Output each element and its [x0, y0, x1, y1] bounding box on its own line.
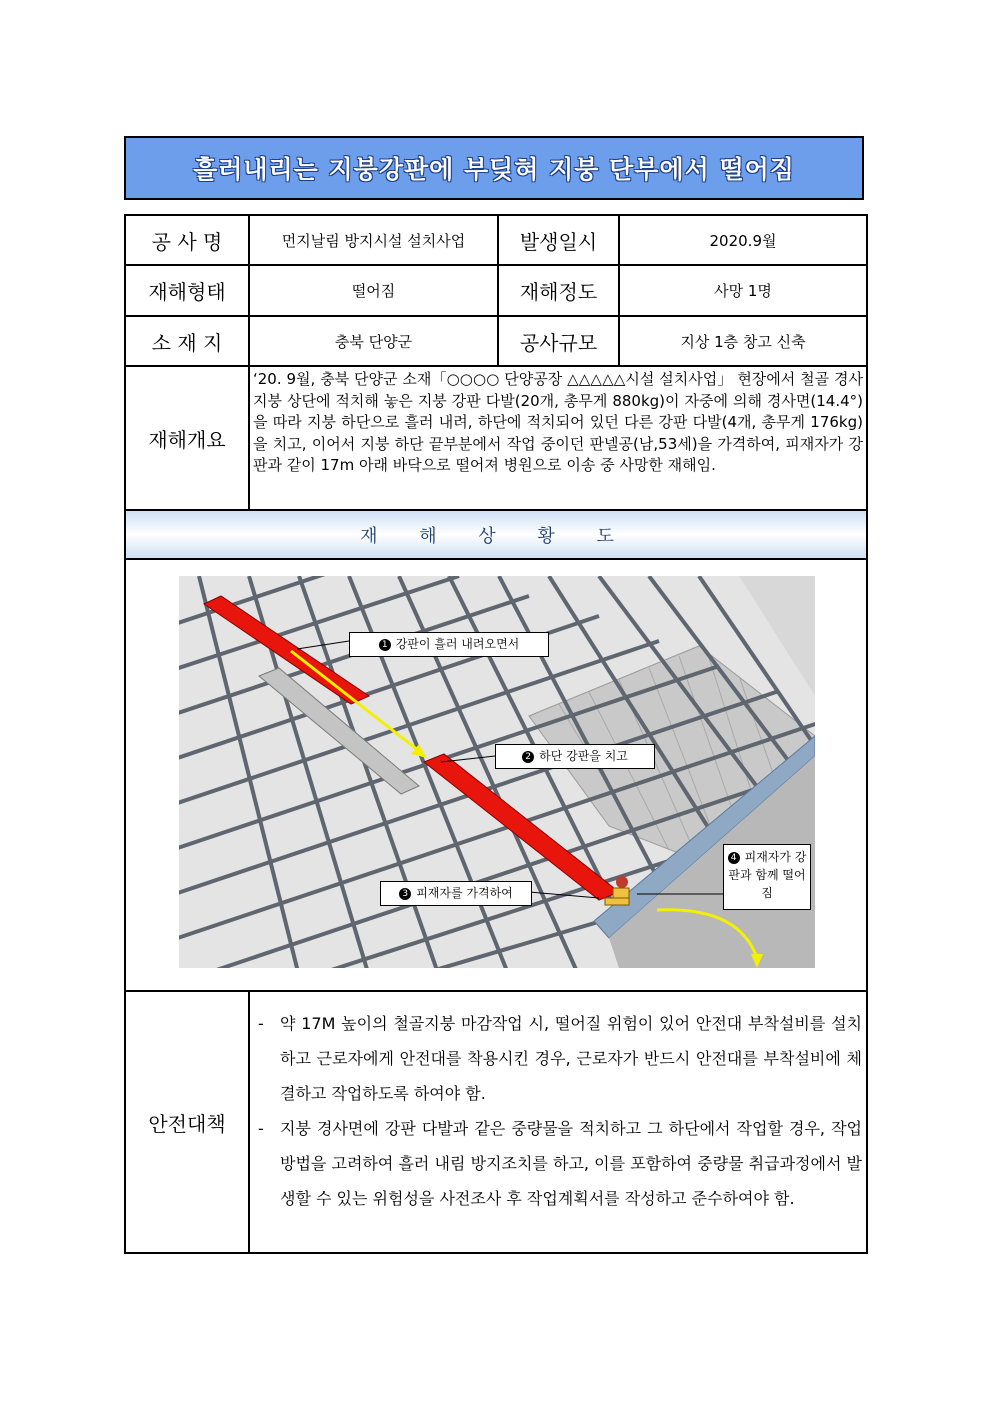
callout-1-number-icon: 1 [379, 639, 391, 651]
callout-1-text: 강판이 흘러 내려오면서 [395, 637, 520, 651]
diagram-header: 재 해 상 황 도 [125, 510, 867, 559]
callout-4 [723, 844, 811, 910]
document-title-banner [124, 136, 864, 200]
safety-measure-item [258, 1006, 862, 1111]
callout-4-text: 피재자가 강판과 함께 떨어짐 [728, 850, 807, 900]
accident-info-table [124, 214, 868, 1254]
scale-label: 공사규모 [498, 316, 619, 366]
callout-4-number-icon: 4 [728, 852, 740, 864]
overview-text: ‘20. 9월, 충북 단양군 소재「○○○○ 단양공장 △△△△△시설 설치사업」 현장에서 철골 경사지붕 상단에 적치해 놓은 지붕 강판 다발(20개, 총무게 880kg)이 자중에 의해 경사면(14.4°)을 따라 지붕 하단으로 흘러 내려, 하단에 적치되어 있던 다른 강판 다발(4개, 총무게 176kg)을 치고, 이어서 지붕 하단 끝부분에서 작업 중이던 판넬공(남,53세)을 가격하여, 피재자가 강판과 같이 17m 아래 바닥으로 떨어져 병원으로 이송 중 사망한 재해임. [249, 366, 867, 510]
safety-measures-list [249, 991, 867, 1253]
callout-2-number-icon: 2 [522, 751, 534, 763]
severity-label: 재해정도 [498, 265, 619, 316]
callout-2-text: 하단 강판을 치고 [539, 749, 628, 763]
date-value: 2020.9월 [619, 215, 867, 265]
overview-label: 재해개요 [125, 366, 249, 510]
date-label: 발생일시 [498, 215, 619, 265]
project-name-label: 공 사 명 [125, 215, 249, 265]
callout-3-number-icon: 3 [399, 888, 411, 900]
scale-value: 지상 1층 창고 신축 [619, 316, 867, 366]
safety-measure-item [258, 1111, 862, 1216]
safety-measures-label: 안전대책 [125, 991, 249, 1253]
callout-3-text: 피재자를 가격하여 [416, 886, 513, 900]
safety-measure-text-2: 지붕 경사면에 강판 다발과 같은 중량물을 적치하고 그 하단에서 작업할 경우, 작업방법을 고려하여 흘러 내림 방지조치를 하고, 이를 포함하여 중량물 취급과정에서 발생할 수 있는 위험성을 사전조사 후 작업계획서를 작성하고 준수하여야 함. [280, 1119, 862, 1208]
safety-measure-text-1: 약 17M 높이의 철골지붕 마감작업 시, 떨어질 위험이 있어 안전대 부착설비를 설치하고 근로자에게 안전대를 착용시킨 경우, 근로자가 반드시 안전대를 부착설비에 체결하고 작업하도록 하여야 함. [280, 1014, 862, 1103]
location-value: 충북 단양군 [249, 316, 498, 366]
project-name-value: 먼지날림 방지시설 설치사업 [249, 215, 498, 265]
accident-diagram-cell [125, 559, 867, 991]
callout-2 [495, 744, 655, 769]
callout-1 [349, 632, 549, 657]
severity-value: 사망 1명 [619, 265, 867, 316]
document-title: 흘러내리는 지붕강판에 부딪혀 지붕 단부에서 떨어짐 [193, 155, 795, 184]
accident-type-value: 떨어짐 [249, 265, 498, 316]
list-dash: - [258, 1119, 264, 1138]
accident-type-label: 재해형태 [125, 265, 249, 316]
callout-3 [380, 881, 532, 906]
list-dash: - [258, 1014, 264, 1033]
location-label: 소 재 지 [125, 316, 249, 366]
